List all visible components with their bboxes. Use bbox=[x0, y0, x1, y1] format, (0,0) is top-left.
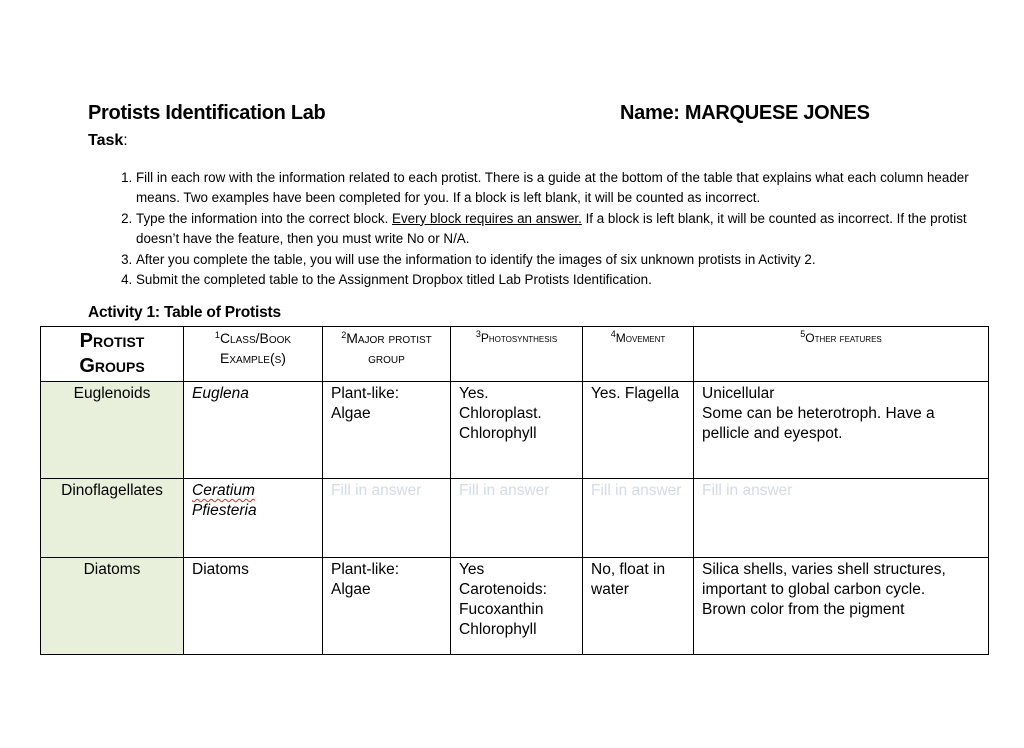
class-cell: Diatoms bbox=[184, 558, 323, 655]
student-name: Name: MARQUESE JONES bbox=[620, 102, 870, 124]
group-cell: Dinoflagellates bbox=[41, 479, 184, 558]
instruction-emphasis: Every block requires an answer. bbox=[392, 210, 582, 226]
major-group-cell: Plant-like: Algae bbox=[323, 558, 451, 655]
photosynthesis-answer-field[interactable]: Fill in answer bbox=[451, 479, 583, 558]
movement-cell: No, float in water bbox=[583, 558, 694, 655]
photosynthesis-cell: Yes. Chloroplast. Chlorophyll bbox=[451, 382, 583, 479]
protists-table bbox=[40, 326, 989, 655]
instruction-text: If a block is left blank, it will be counted as incorrect. If the protist doesn’t have the feature, then you must write No or N/A. bbox=[136, 210, 967, 247]
header-protist-groups: Protist Groups bbox=[41, 327, 184, 382]
table-row bbox=[41, 382, 989, 479]
instruction-item: 4. Submit the completed table to the Assignment Dropbox titled Lab Protists Identification. bbox=[136, 270, 996, 290]
task-label-colon: : bbox=[123, 132, 128, 149]
instruction-text: Type the information into the correct block. bbox=[136, 210, 393, 226]
instruction-item: 3. After you complete the table, you will use the information to identify the images of six unknown protists in Activity 2. bbox=[136, 250, 996, 270]
photosynthesis-cell: Yes Carotenoids: Fucoxanthin Chlorophyll bbox=[451, 558, 583, 655]
activity-title: Activity 1: Table of Protists bbox=[88, 304, 281, 321]
movement-cell: Yes. Flagella bbox=[583, 382, 694, 479]
table-row bbox=[41, 479, 989, 558]
header-photosynthesis: $^3$Photosynthesis bbox=[451, 327, 583, 382]
instruction-item bbox=[136, 209, 996, 250]
other-features-cell: Unicellular Some can be heterotroph. Have a pellicle and eyespot. bbox=[694, 382, 989, 479]
class-cell: Euglena bbox=[184, 382, 323, 479]
instruction-item: 1. Fill in each row with the information related to each protist. There is a guide at the bottom of the table that explains what each column header means. Two examples have been completed for you. If a block is left blank, it will be counted as incorrect. bbox=[136, 168, 996, 209]
document-title: Protists Identification Lab bbox=[88, 102, 326, 124]
header-class-example: $^1$Class/Book Example(s) bbox=[184, 327, 323, 382]
table-header-row bbox=[41, 327, 989, 382]
header-movement: $^4$Movement bbox=[583, 327, 694, 382]
header-other-features: $^5$Other features bbox=[694, 327, 989, 382]
task-label bbox=[88, 132, 128, 150]
task-label-text: Task bbox=[88, 132, 124, 149]
other-features-cell: Silica shells, varies shell structures, important to global carbon cycle. Brown color from the pigment bbox=[694, 558, 989, 655]
movement-answer-field[interactable]: Fill in answer bbox=[583, 479, 694, 558]
major-group-cell: Plant-like: Algae bbox=[323, 382, 451, 479]
class-cell: Ceratium Pfiesteria bbox=[184, 479, 323, 558]
header-major-group: $^2$Major protist group bbox=[323, 327, 451, 382]
other-features-answer-field[interactable]: Fill in answer bbox=[694, 479, 989, 558]
group-cell: Diatoms bbox=[41, 558, 184, 655]
major-group-answer-field[interactable]: Fill in answer bbox=[323, 479, 451, 558]
instructions-list bbox=[106, 168, 996, 290]
table-row bbox=[41, 558, 989, 655]
group-cell: Euglenoids bbox=[41, 382, 184, 479]
